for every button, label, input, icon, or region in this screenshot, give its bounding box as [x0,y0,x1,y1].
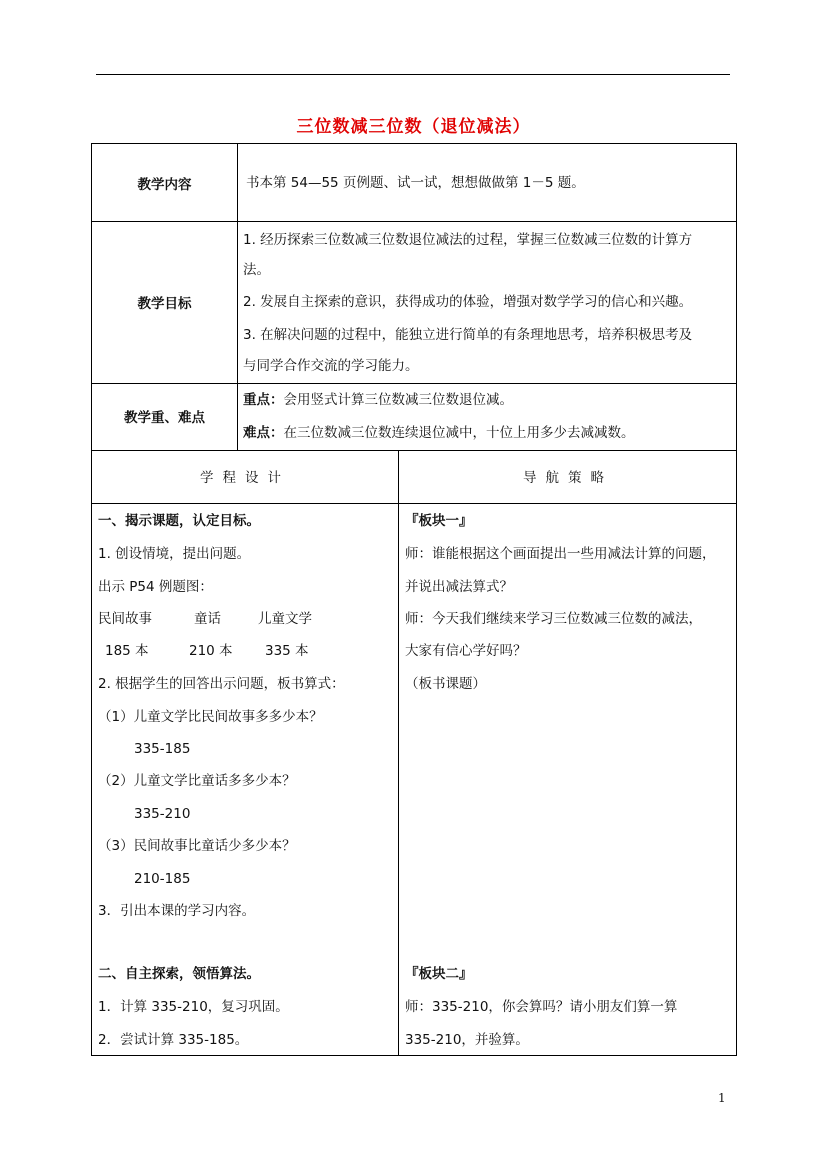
teacher-line: 师：谁能根据这个画面提出一些用减法计算的问题， [405,546,716,562]
teacher-line: 师：今天我们继续来学习三位数减三位数的减法， [405,611,702,627]
row-divider [92,450,736,451]
teacher-line: （板书课题） [405,676,486,692]
teacher-line: 并说出减法算式？ [405,579,513,595]
step-line: 2. 根据学生的回答出示问题，板书算式： [98,676,345,692]
goal-line: 与同学合作交流的学习能力。 [243,358,419,374]
question-line: （3）民间故事比童话少多少本？ [98,838,296,854]
goal-line: 1. 经历探索三位数减三位数退位减法的过程，掌握三位数减三位数的计算方 [243,232,693,248]
goals-label: 教学目标 [137,296,192,312]
difficult-point [243,423,635,443]
lesson-plan-table [91,143,737,1056]
teacher-line: 大家有信心学好吗？ [405,643,527,659]
section-two-title: 二、自主探索，领悟算法。 [98,966,260,982]
difficult-point-label: 难点： [243,425,284,441]
teacher-line: 335-210，并验算。 [405,1032,529,1048]
content-label: 教学内容 [137,177,192,193]
key-point [243,390,513,410]
key-point-text: 会用竖式计算三位数减三位数退位减。 [283,392,513,408]
page-title: 三位数减三位数（退位减法） [296,117,531,137]
step-line: 1．计算 335-210，复习巩固。 [98,999,289,1015]
row-divider [92,503,736,504]
book-count: 210 本 [189,643,233,659]
question-line: （1）儿童文学比民间故事多多少本？ [98,709,323,725]
book-count: 335 本 [265,643,309,659]
goal-line: 法。 [243,262,270,278]
step-line: 2．尝试计算 335-185。 [98,1032,249,1048]
block-one-title: 『板块一』 [405,513,473,529]
teacher-line: 师：335-210，你会算吗？请小朋友们算一算 [405,999,678,1015]
content-text: 书本第 54—55 页例题、试一试，想想做做第 1－5 题。 [246,175,585,191]
book-category: 儿童文学 [258,611,312,627]
step-line: 出示 P54 例题图： [98,579,213,595]
book-category: 童话 [194,611,221,627]
header-rule [96,74,730,75]
difficult-point-text: 在三位数减三位数连续退位减中，十位上用多少去减减数。 [283,425,635,441]
key-point-label: 重点： [243,392,284,408]
column-divider [398,450,399,1056]
page-number: 1 [718,1091,726,1105]
book-category: 民间故事 [98,611,152,627]
block-two-title: 『板块二』 [405,966,473,982]
expression: 210-185 [134,871,191,887]
row-divider [92,383,736,384]
left-column-header: 学程设计 [200,470,290,486]
step-line: 3．引出本课的学习内容。 [98,903,256,919]
goal-line: 3. 在解决问题的过程中，能独立进行简单的有条理地思考，培养积极思考及 [243,327,693,343]
question-line: （2）儿童文学比童话多多少本？ [98,773,296,789]
goal-line: 2. 发展自主探索的意识，获得成功的体验，增强对数学学习的信心和兴趣。 [243,294,693,310]
right-column-header: 导航策略 [523,470,613,486]
step-line: 1. 创设情境，提出问题。 [98,546,251,562]
expression: 335-185 [134,741,191,757]
book-count: 185 本 [105,643,149,659]
expression: 335-210 [134,806,191,822]
section-one-title: 一、揭示课题，认定目标。 [98,513,260,529]
keypoints-label: 教学重、难点 [124,410,205,426]
row-divider [92,221,736,222]
column-divider [237,144,238,450]
